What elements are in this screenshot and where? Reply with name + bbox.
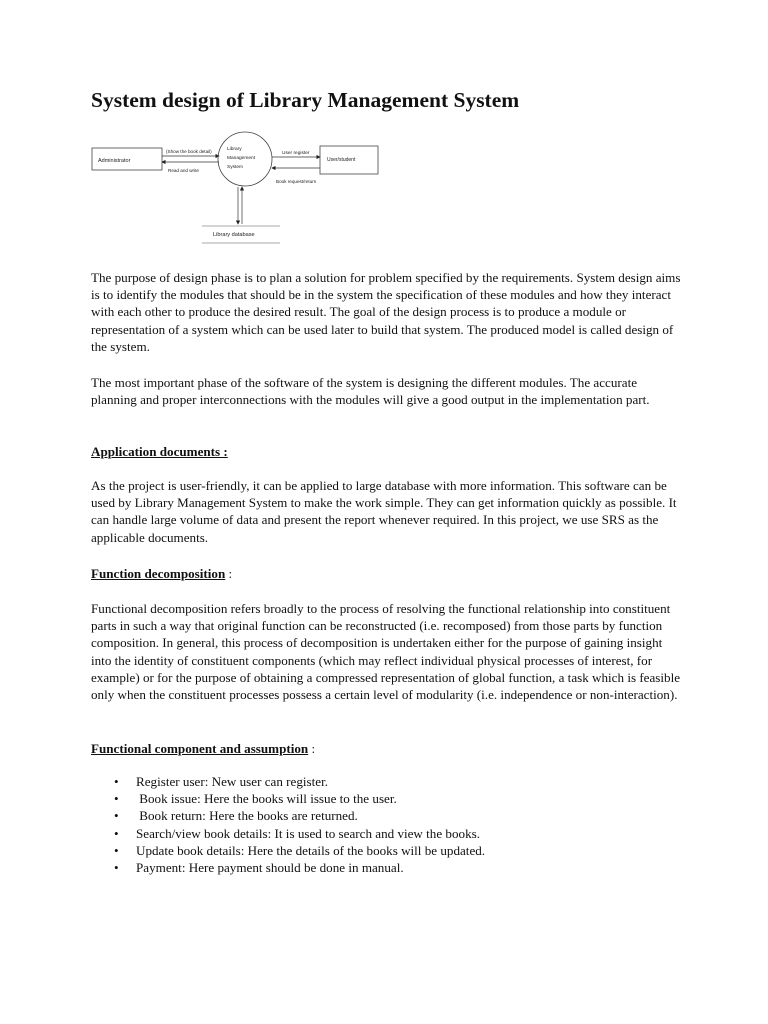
system-context-diagram [90, 126, 390, 250]
list-item: • Search/view book details: It is used to search and view the books. [114, 825, 485, 842]
read-write-label: Read and write [168, 168, 199, 173]
book-request-label: Book request/return [276, 179, 317, 184]
heading-application-documents [91, 443, 228, 460]
library-database-label: Library database [213, 232, 255, 238]
paragraph-function-decomposition: Functional decomposition refers broadly to the process of resolving the functional relationship into constituent parts in such a way that original function can be reconstructed (i.e. recomposed) from those parts by function composition. In general, this process of decomposition is undertaken either for the purpose of gaining insight into the identity of constituent components (which may reflect individual physical processes of interest, for example) or for the purpose of obtaining a compressed representation of global function, a task which is feasible only when the constituent processes possess a certain level of modularity (i.e. independence or non-interaction). [91, 601, 681, 703]
heading-functional-component-colon: : [308, 741, 316, 756]
heading-function-decomposition-colon: : [225, 566, 233, 581]
paragraph-important-phase: The most important phase of the software of the system is designing the different modules. The accurate planning and proper interconnections with the modules will give a good output in the implementation part. [91, 375, 650, 408]
heading-application-documents-text: Application documents : [91, 444, 228, 459]
list-item: • Book issue: Here the books will issue to the user. [114, 790, 485, 807]
system-label-line3: System [227, 165, 243, 170]
show-book-detail-label: (Show the book detail) [166, 149, 212, 154]
list-item: • Payment: Here payment should be done in manual. [114, 859, 485, 876]
heading-function-decomposition [91, 565, 232, 582]
heading-function-decomposition-text: Function decomposition [91, 566, 226, 581]
list-item: • Register user: New user can register. [114, 773, 485, 790]
system-label-line1: Library [227, 147, 242, 152]
heading-functional-component-text: Functional component and assumption [91, 741, 309, 756]
system-label-line2: Management [227, 156, 255, 161]
page-title: System design of Library Management System [91, 88, 520, 112]
user-student-label: User/student [327, 157, 356, 163]
paragraph-application-documents: As the project is user-friendly, it can be applied to large database with more information. This software can be used by Library Management System to make the work simple. They can get information quickly as possible. It can handle large volume of data and present the report whenever required. In this project, we use SRS as the applicable documents. [91, 478, 677, 545]
heading-functional-component [91, 740, 315, 757]
paragraph-design-purpose: The purpose of design phase is to plan a solution for problem specified by the requirements. System design aims is to identify the modules that should be in the system the specification of these modules and how they interact with each other to produce the desired result. The goal of the design process is to produce a module or representation of a system which can be used later to build that system. The produced model is called design of the system. [91, 270, 681, 354]
list-item: • Update book details: Here the details of the books will be updated. [114, 842, 485, 859]
functional-component-list [114, 773, 485, 876]
user-register-label: User register [282, 151, 310, 156]
list-item: • Book return: Here the books are returned. [114, 807, 485, 824]
administrator-label: Administrator [98, 158, 131, 164]
